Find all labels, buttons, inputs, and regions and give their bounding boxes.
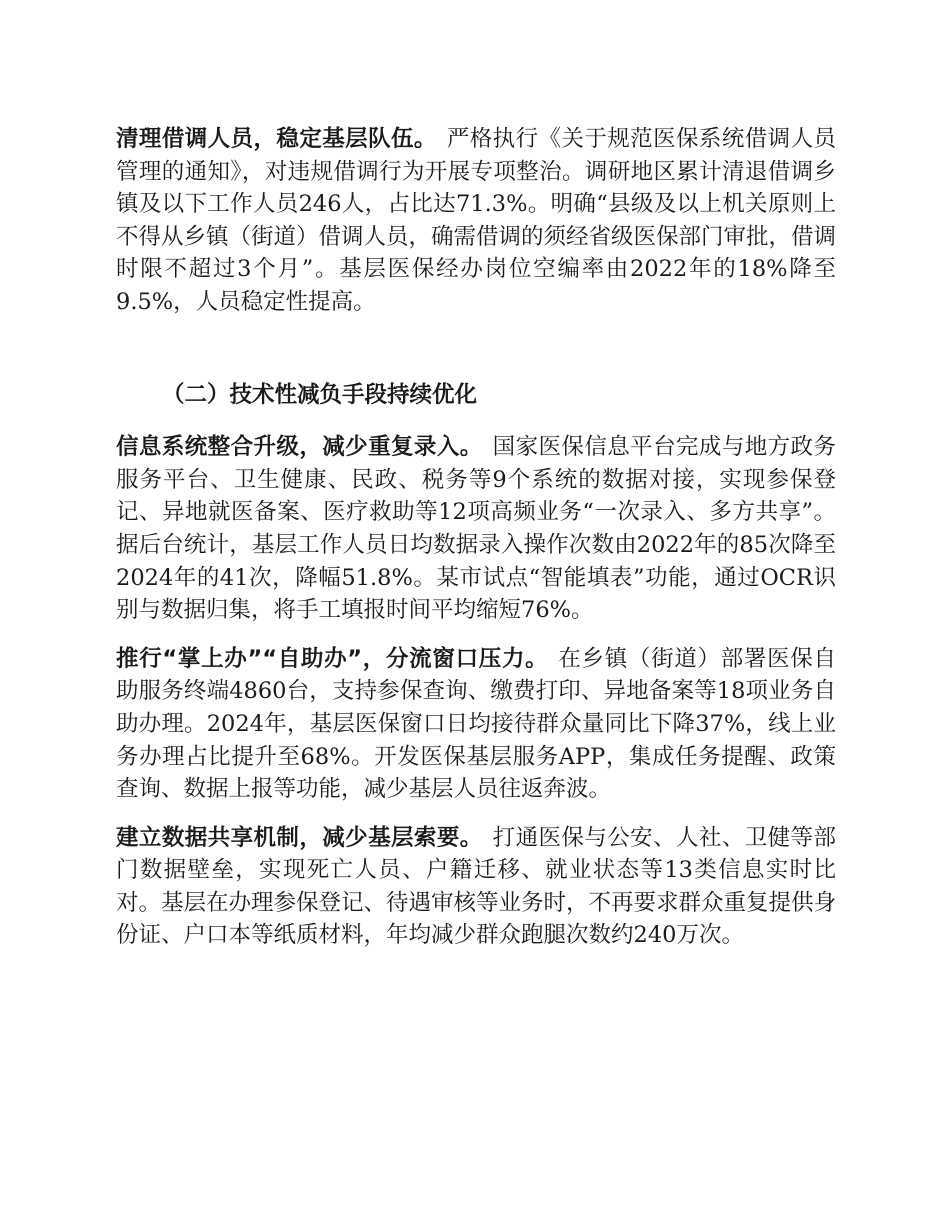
paragraph-data-sharing bbox=[116, 822, 836, 952]
paragraph-body: 国家医保信息平台完成与地方政务服务平台、卫生健康、民政、税务等9个系统的数据对接，实现参保登记、异地就医备案、医疗救助等12项高频业务“一次录入、多方共享”。据后台统计，基层工作人员日均数据录入操作次数由2022年的85次降至2024年的41次，降幅51.8%。某市试点“智能填表”功能，通过OCR识别与数据归集，将手工填报时间平均缩短76%。 bbox=[116, 434, 836, 624]
paragraph-lead: 建立数据共享机制，减少基层索要。 bbox=[116, 824, 483, 851]
paragraph-body: 打通医保与公安、人社、卫健等部门数据壁垒，实现死亡人员、户籍迁移、就业状态等13类信息实时比对。基层在办理参保登记、待遇审核等业务时，不再要求群众重复提供身份证、户口本等纸质材料，年均减少群众跑腿次数约240万次。 bbox=[116, 824, 837, 949]
paragraph-lead: 清理借调人员，稳定基层队伍。 bbox=[116, 126, 437, 152]
paragraph-body: 在乡镇（街道）部署医保自助服务终端4860台，支持参保查询、缴费打印、异地备案等18项业务自助办理。2024年，基层医保窗口日均接待群众量同比下降37%，线上业务办理占比提升至68%。开发医保基层服务APP，集成任务提醒、政策查询、数据上报等功能，减少基层人员往返奔波。 bbox=[116, 645, 836, 803]
paragraph-self-service bbox=[116, 643, 836, 806]
paragraph-body: 严格执行《关于规范医保系统借调人员管理的通知》，对违规借调行为开展专项整治。调研地区累计清退借调乡镇及以下工作人员246人，占比达71.3%。明确“县级及以上机关原则上不得从乡镇（街道）借调人员，确需借调的须经省级医保部门审批，借调时限不超过3个月”。基层医保经办岗位空编率由2022年的18%降至9.5%，人员稳定性提高。 bbox=[116, 126, 837, 315]
paragraph-system-integration bbox=[116, 431, 836, 627]
section-heading: （二）技术性减负手段持续优化 bbox=[162, 381, 478, 408]
document-page bbox=[116, 123, 836, 952]
paragraph-lead: 推行“掌上办”“自助办”，分流窗口压力。 bbox=[116, 645, 549, 672]
paragraph-lead: 信息系统整合升级，减少重复录入。 bbox=[116, 434, 483, 461]
paragraph-borrowed-staff bbox=[116, 123, 836, 319]
